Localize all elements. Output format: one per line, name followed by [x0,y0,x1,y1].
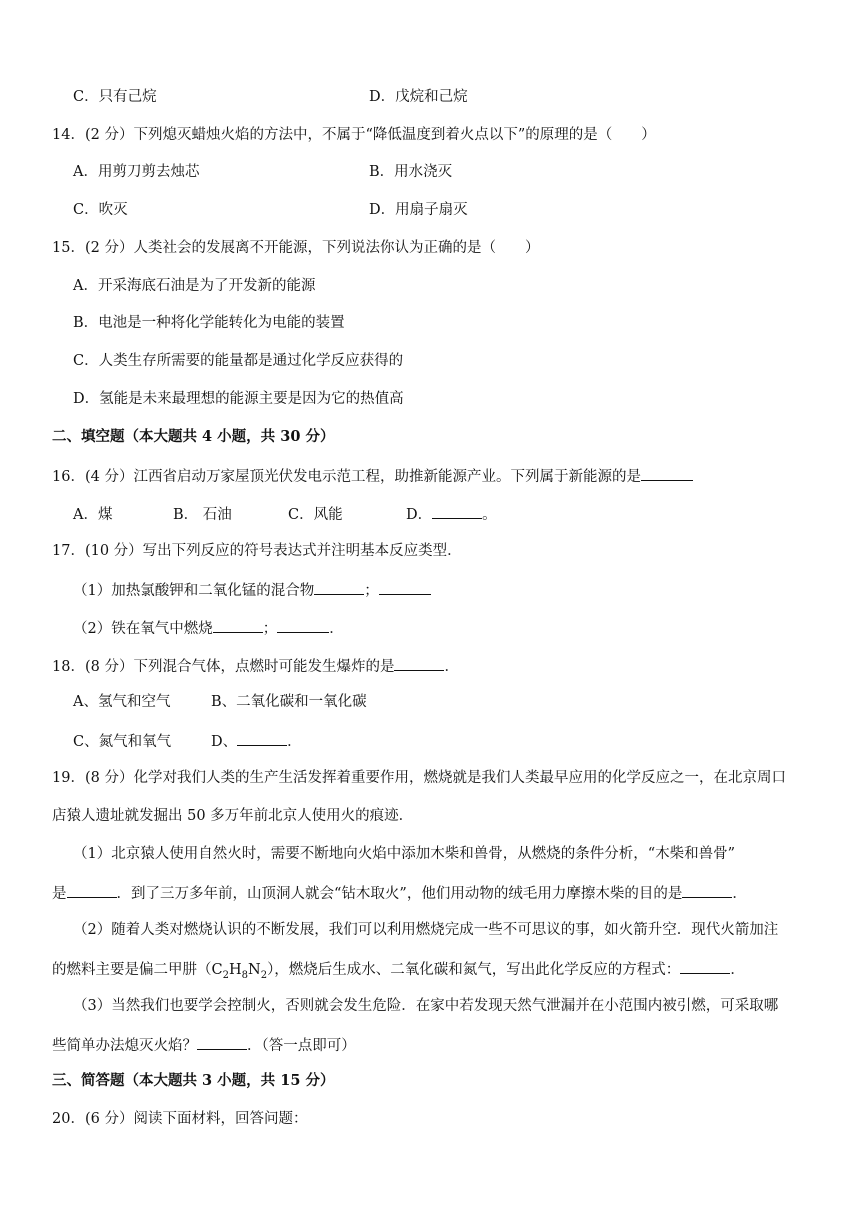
q19-part-3-line-2 [52,1034,356,1056]
section-3-heading: 三、简答题（本大题共 3 小题，共 15 分） [52,1072,335,1089]
q19-part-3-text-b: ．（答一点即可） [247,1038,356,1054]
q17-part-2-blank-1[interactable] [213,617,263,633]
q20-stem: 20．(6 分）阅读下面材料，回答问题： [52,1111,308,1127]
formula-sub-h: 8 [241,969,248,981]
q18-stem [52,655,459,677]
q15-option-b: B．电池是一种将化学能转化为电能的装置 [73,315,345,331]
q18-stem-end: ． [444,659,459,675]
q16-stem-text: 16．(4 分）江西省启动万家屋顶光伏发电示范工程，助推新能源产业。下列属于新能源的是 [52,469,641,485]
q17-part-1-text: （1）加热氯酸钾和二氧化锰的混合物 [73,583,315,599]
q19-part-1-text-b: ．到了三万多年前，山顶洞人就会“钻木取火”，他们用动物的绒毛用力摩擦木柴的目的是 [116,886,683,902]
q14-option-b: B．用水浇灭 [369,164,453,180]
q17-part-2-end: ． [329,621,344,637]
q17-part-2-text: （2）铁在氧气中燃烧 [73,621,213,637]
formula-sub-n: 2 [260,969,268,981]
q17-part-1-sep: ； [364,583,379,599]
q18-option-b: B、二氧化碳和一氧化碳 [211,694,367,710]
q15-option-c: C．人类生存所需要的能量都是通过化学反应获得的 [73,353,404,369]
q18-options-row-1 [73,692,367,712]
q18-option-c: C、氮气和氧气 [73,734,172,750]
q19-stem-line-2: 店猿人遗址就发掘出 50 多万年前北京人使用火的痕迹． [52,808,414,824]
q19-stem-line-1: 19．(8 分）化学对我们人类的生产生活发挥着重要作用，燃烧就是我们人类最早应用的化学反应之一，在北京周口 [52,770,786,786]
q18-options-row-2 [73,730,302,752]
q16-option-a: A．煤 [73,507,113,523]
q19-part-2-line-1: （2）随着人类对燃烧认识的不断发展，我们可以利用燃烧完成一些不可思议的事，如火箭升空．现代火箭加注 [73,922,779,938]
q17-stem: 17．(10 分）写出下列反应的符号表达式并注明基本反应类型． [52,543,462,559]
formula-n: N [248,962,261,978]
q19-part-1-text-a: 是 [52,886,67,902]
q14-option-a: A．用剪刀剪去烛芯 [73,164,200,180]
q19-part-2-end: ． [730,962,745,978]
q16-option-b: B． 石油 [173,507,232,523]
q15-option-d: D．氢能是未来最理想的能源主要是因为它的热值高 [73,391,404,407]
q16-stem [52,465,693,487]
q15-stem: 15．(2 分）人类社会的发展离不开能源，下列说法你认为正确的是（ ） [52,240,540,256]
q16-answer-blank[interactable] [641,465,693,481]
q13-option-d: D．戊烷和己烷 [369,89,468,105]
q18-stem-text: 18．(8 分）下列混合气体，点燃时可能发生爆炸的是 [52,659,395,675]
q19-part-3-line-1: （3）当然我们也要学会控制火，否则就会发生危险．在家中若发现天然气泄漏并在小范围内被引燃，可采取哪 [73,998,779,1014]
q15-option-a: A．开采海底石油是为了开发新的能源 [73,278,316,294]
q16-option-c: C．风能 [288,507,343,523]
formula-sub-c: 2 [222,969,229,981]
formula-h: H [228,962,242,978]
q17-part-2-sep: ； [262,621,278,637]
q17-part-1-blank-1[interactable] [314,579,364,595]
q16-option-d-blank[interactable] [432,503,482,519]
q18-option-d: D、 [211,734,238,750]
q19-part-1-line-2 [52,882,747,904]
q14-option-d: D．用扇子扇灭 [369,202,468,218]
q19-part-1-line-1: （1）北京猿人使用自然火时，需要不断地向火焰中添加木柴和兽骨，从燃烧的条件分析，“木柴和兽骨” [73,846,736,862]
section-2-heading: 二、填空题（本大题共 4 小题，共 30 分） [52,428,335,445]
q19-part-1-blank-1[interactable] [67,882,117,898]
q16-option-d: D． [406,507,433,523]
q17-part-2-blank-2[interactable] [277,617,329,633]
q19-part-2-text-b: ），燃烧后生成水、二氧化碳和氮气，写出此化学反应的方程式： [267,962,681,978]
q17-part-1 [73,579,431,601]
q18-option-d-blank[interactable] [237,730,287,746]
q19-part-3-blank[interactable] [197,1034,247,1050]
q19-part-1-blank-2[interactable] [682,882,732,898]
q18-option-a: A、氢气和空气 [73,694,171,710]
q17-part-2 [73,617,344,639]
q13-option-c: C．只有己烷 [73,89,157,105]
q18-option-d-end: ． [287,734,302,750]
q14-stem: 14．(2 分）下列熄灭蜡烛火焰的方法中，不属于“降低温度到着火点以下”的原理的是（ ） [52,127,656,143]
q19-part-2-blank[interactable] [680,958,730,974]
q16-option-d-end: 。 [482,507,497,523]
q14-option-c: C．吹灭 [73,202,128,218]
q18-answer-blank[interactable] [394,655,444,671]
q19-part-3-text-a: 些简单办法熄灭火焰？ [52,1038,197,1054]
q19-part-2-line-2 [52,958,745,980]
q16-options [73,503,497,525]
q19-part-1-end: ． [732,886,747,902]
q17-part-1-blank-2[interactable] [379,579,431,595]
q19-part-2-text-a: 的燃料主要是偏二甲肼（C [52,962,223,978]
